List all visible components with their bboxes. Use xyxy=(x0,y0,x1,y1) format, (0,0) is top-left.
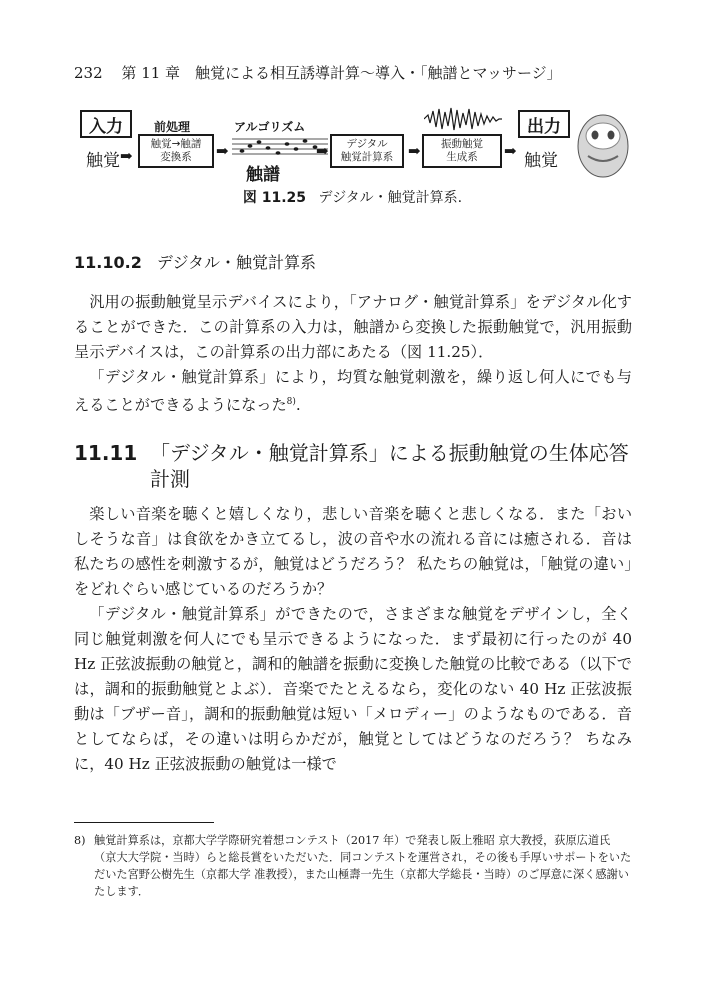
subsection-title: デジタル・触覚計算系 xyxy=(156,253,316,272)
preprocess-box: 触覚→触譜 変換系 xyxy=(138,134,214,168)
output-label: 触覚 xyxy=(524,151,558,171)
running-header xyxy=(74,62,562,83)
arrow-icon: ➡ xyxy=(316,142,329,160)
waveform-icon xyxy=(424,106,502,132)
section-title: 「デジタル・触覚計算系」による振動触覚の生体応答計測 xyxy=(150,441,629,491)
subsection-number: 11.10.2 xyxy=(74,253,142,272)
footnote-rule xyxy=(74,822,214,823)
vibration-generator-box: 振動触覚 生成系 xyxy=(422,134,502,168)
footnote xyxy=(74,832,632,900)
paragraph: 楽しい音楽を聴くと嬉しくなり，悲しい音楽を聴くと悲しくなる．また「おいしそうな音」は食欲をかき立てるし，波の音や水の流れる音には癒される．音は私たちの感性を刺激するが，触覚はどうだろう？ 私たちの触覚は，「触覚の違い」をどれぐらい感じているのだろうか？ xyxy=(74,505,632,598)
algorithm-label: アルゴリズム xyxy=(234,120,306,134)
section-heading xyxy=(74,440,634,492)
input-box: 入力 xyxy=(80,110,132,138)
page-number: 232 xyxy=(74,64,103,82)
arrow-icon: ➡ xyxy=(216,142,229,160)
footnote-text: 触覚計算系は，京都大学学際研究着想コンテスト（2017 年）で発表し阪上雅昭 京大教授，荻原広道氏（京大大学院・当時）らと総長賞をいただいた．同コンテストを運営され，その後も手厚いサポートをいただいた宮野公樹先生（京都大学 准教授），また山極壽一先生（京都大学総長・当時）のご厚意に深く感謝いたします． xyxy=(94,834,632,898)
caption-text: デジタル・触覚計算系. xyxy=(318,190,463,206)
running-title: 第 11 章 触覚による相互誘導計算～導入・「触譜とマッサージ」 xyxy=(121,64,562,82)
figure-caption xyxy=(0,187,705,207)
paragraph: 汎用の振動触覚呈示デバイスにより，「アナログ・触覚計算系」をデジタル化することができた．この計算系の入力は，触譜から変換した振動触覚で，汎用振動呈示デバイスは，この計算系の出力部にあたる（図 11.25）． xyxy=(74,293,632,361)
digital-calc-box: デジタル 触覚計算系 xyxy=(330,134,404,168)
subsection-heading xyxy=(74,250,316,273)
arrow-icon: ➡ xyxy=(120,147,133,165)
arrow-icon: ➡ xyxy=(504,142,517,160)
arrow-icon: ➡ xyxy=(408,142,421,160)
paragraph: 「デジタル・触覚計算系」ができたので，さまざまな触覚をデザインし，全く同じ触覚刺激を何人にでも呈示できるようになった．まず最初に行ったのが 40 Hz 正弦波振動の触覚と，調和的触譜を振動に変換した触覚の比較である（以下では，調和的振動触覚とよぶ）．音楽でたとえるなら，変化のない 40 Hz 正弦波振動は「ブザー音」，調和的振動触覚は短い「メロディー」のようなものである．音としてならば，その違いは明らかだが，触覚としてはどうなのだろう？ ちなみに，40 Hz 正弦波振動の触覚は一様で xyxy=(74,605,632,773)
score-notation-icon xyxy=(232,134,328,160)
footnote-mark: 8) xyxy=(74,834,86,847)
score-label: 触譜 xyxy=(246,165,280,185)
section-number: 11.11 xyxy=(74,441,138,465)
paragraph: 「デジタル・触覚計算系」により，均質な触覚刺激を，繰り返し何人にでも与えることができるようになった$^{8)}$. xyxy=(74,368,632,415)
preprocess-label: 前処理 xyxy=(154,120,191,134)
vibration-device-image xyxy=(576,106,630,180)
output-box: 出力 xyxy=(518,110,570,138)
input-label: 触覚 xyxy=(86,151,120,171)
footnote-reference: 8) xyxy=(286,397,296,407)
caption-number: 図 11.25 xyxy=(242,190,307,206)
